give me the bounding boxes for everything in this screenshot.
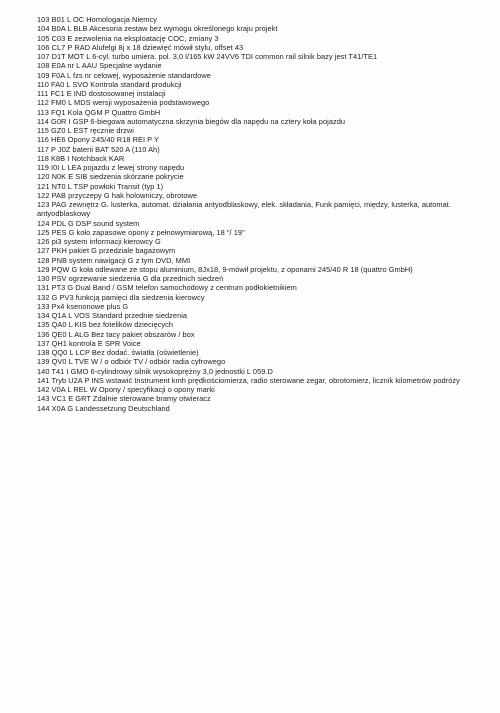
list-item: 106 CL7 P RAD Alufelgi 8j x 18 dziewięć mówił stylu, offset 43 (37, 42, 244, 52)
list-item: 126 pi3 system informacji kierowcy G (37, 237, 161, 246)
list-item: 143 VC1 E GRT Zdalnie sterowane bramy otwieracz (37, 394, 211, 404)
list-item: 144 X0A G Landessetzung Deutschland (37, 403, 170, 413)
list-item: 111 FC1 E IND dostosowanej instalacji (37, 89, 166, 98)
list-item: 141 Tryb U2A P INS wstawić Instrument kmh prędkościomierza, radio sterowane zegar, obrotomierz, licznik kilometrów podróży (37, 375, 460, 385)
list-item: 123 PAG zewnętrz G. lusterka, automat. działania antyodblaskowy, elek. składania, Funk pamięci, między, lusterka, automat. antyodblaskowy (37, 200, 452, 219)
list-item: 115 GZ0 L EST ręcznie drzwi (37, 126, 134, 135)
list-item: 133 Px4 ksenonowe plus G (37, 301, 129, 311)
list-item: 109 F0A L fzs nr celowej, wyposażenie standardowe (37, 70, 211, 80)
list-item: 134 Q1A L VOS Standard przednie siedzenia (37, 311, 188, 320)
list-item: 114 G0R I GSP 6-biegowa automatyczna skrzynia biegów dla napędu na cztery koła pojazdu (37, 116, 346, 126)
list-item: 119 I0I L LEA pojazdu z lewej strony napędu (37, 163, 185, 172)
list-item: 108 E0A nr L AAU Specjalne wydanie (37, 61, 162, 71)
list-item: 105 C03 E zezwolenia na eksploatację COC, zmiany 3 (37, 33, 219, 43)
list-item: 140 T41 I GMO 6-cylindrowy silnik wysokoprężny 3,0 jednostki L 059.D (37, 366, 273, 376)
list-item: 131 PT3 G Dual Band / GSM telefon samochodowy z centrum podłokietnikiem (37, 283, 297, 293)
list-item: 117 P J0Z baterii BAT 520 A (110 Ah) (37, 144, 160, 154)
list-item: 112 FM0 L MDS wersji wyposażenia podstawowego (37, 98, 210, 108)
list-item: 104 B0A L BLB Akcesoria zestaw bez wymogu określonego kraju projekt (37, 24, 278, 34)
list-item: 130 PSV ogrzewanie siedzenia G dla przednich siedzeń (37, 274, 224, 283)
list-item: 124 PDL G DSP sound system (37, 218, 140, 228)
list-item: 120 N0K E SIB siedzenia skórzane pokrycie (37, 172, 184, 182)
list-item: 103 B01 L OC Homologacja Niemcy (37, 15, 157, 24)
list-item: 128 PNB system nawigacji G z tym DVD, MMI (37, 255, 191, 265)
list-item: 118 K8B I Notchback KAR (37, 153, 125, 163)
list-item: 142 V0A L REL W Opony / specyfikacji o opony marki (37, 385, 215, 394)
list-item: 132 G PV3 funkcją pamięci dla siedzenia kierowcy (37, 292, 205, 302)
list-item: 139 QV0 L TVE W / o odbiór TV / odbiór radia cyfrowego (37, 357, 226, 367)
list-item: 129 PQW G koła odlewane ze stopu aluminium, 8Jx18, 9-mówił projektu, z oponami 245/40 R 18 (quattro GmbH) (37, 264, 413, 274)
list-item: 135 QA0 L KIS bez fotelików dziecięcych (37, 320, 174, 330)
list-item: 127 PKH pakiet G przedziale bagażowym (37, 246, 176, 256)
list-item: 116 HE6 Opony 245/40 R18 REI P Y (37, 135, 159, 145)
list-item: 113 FQ1 Kola QGM P Quattro GmbH (37, 107, 161, 117)
list-item: 122 PAB przyczepy G hak holowniczy, obrotowe (37, 190, 198, 200)
list-item: 107 D1T MOT L 6-cyl. turbo umiera. pol. 3,0 l/165 kW 24VV6 TDI common rail silnik bazy jest T41/TE1 (37, 52, 378, 61)
list-item: 125 PES G koło zapasowe opony z pełnowymiarową, 18 "/ 19" (37, 227, 245, 237)
list-item: 110 FA0 L SVO Kontrola standard produkcji (37, 79, 182, 89)
list-item: 121 NT0 L TSP powłoki Transit (typ 1) (37, 181, 164, 191)
list-item: 136 QE0 L ALG Bez tacy pakiet obszarów / box (37, 329, 195, 339)
equipment-code-list (37, 15, 475, 413)
list-item: 137 QH1 kontrola E SPR Voice (37, 338, 141, 348)
list-item: 138 QQ0 L LCP Bez dodać. światła (oświetlenie) (37, 348, 199, 357)
